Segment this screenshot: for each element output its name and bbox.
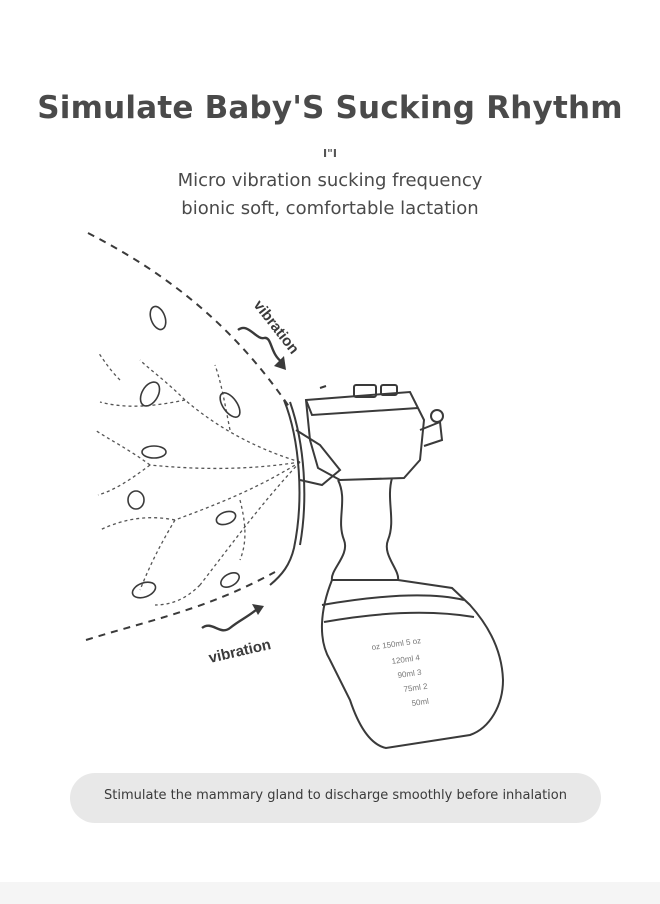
- divider-mark: I"I: [323, 147, 337, 160]
- vibration-label-top: vibration: [249, 296, 303, 358]
- bottle-marking-3: 90ml 3: [397, 667, 423, 680]
- vibration-wave-bottom: [202, 610, 256, 630]
- caption-text: Stimulate the mammary gland to discharge smoothly before inhalation: [104, 788, 567, 803]
- bottle-markings: [371, 636, 430, 708]
- breast-shield: [270, 400, 340, 585]
- caption-pill: [70, 773, 601, 823]
- bottom-strip: [0, 882, 660, 904]
- vibration-label-bottom: vibration: [207, 636, 273, 667]
- lobules: [128, 304, 244, 600]
- page-title: Simulate Baby'S Sucking Rhythm: [37, 90, 623, 126]
- breast-outline-bottom: [86, 572, 275, 640]
- arrow-head-top-icon: [274, 356, 286, 370]
- subtitle-line-1: Micro vibration sucking frequency: [177, 170, 483, 191]
- breast-outline-top: [88, 233, 290, 408]
- bottle-marking-1: oz 150ml 5 oz: [371, 636, 422, 652]
- bottle-marking-4: 75ml 2: [403, 681, 429, 694]
- arrow-head-bottom-icon: [252, 604, 264, 615]
- mammary-ducts: [95, 352, 300, 605]
- bottle-marking-5: 50ml: [411, 696, 430, 708]
- subtitle-line-2: bionic soft, comfortable lactation: [181, 198, 479, 219]
- bottle-marking-2: 120ml 4: [391, 653, 421, 666]
